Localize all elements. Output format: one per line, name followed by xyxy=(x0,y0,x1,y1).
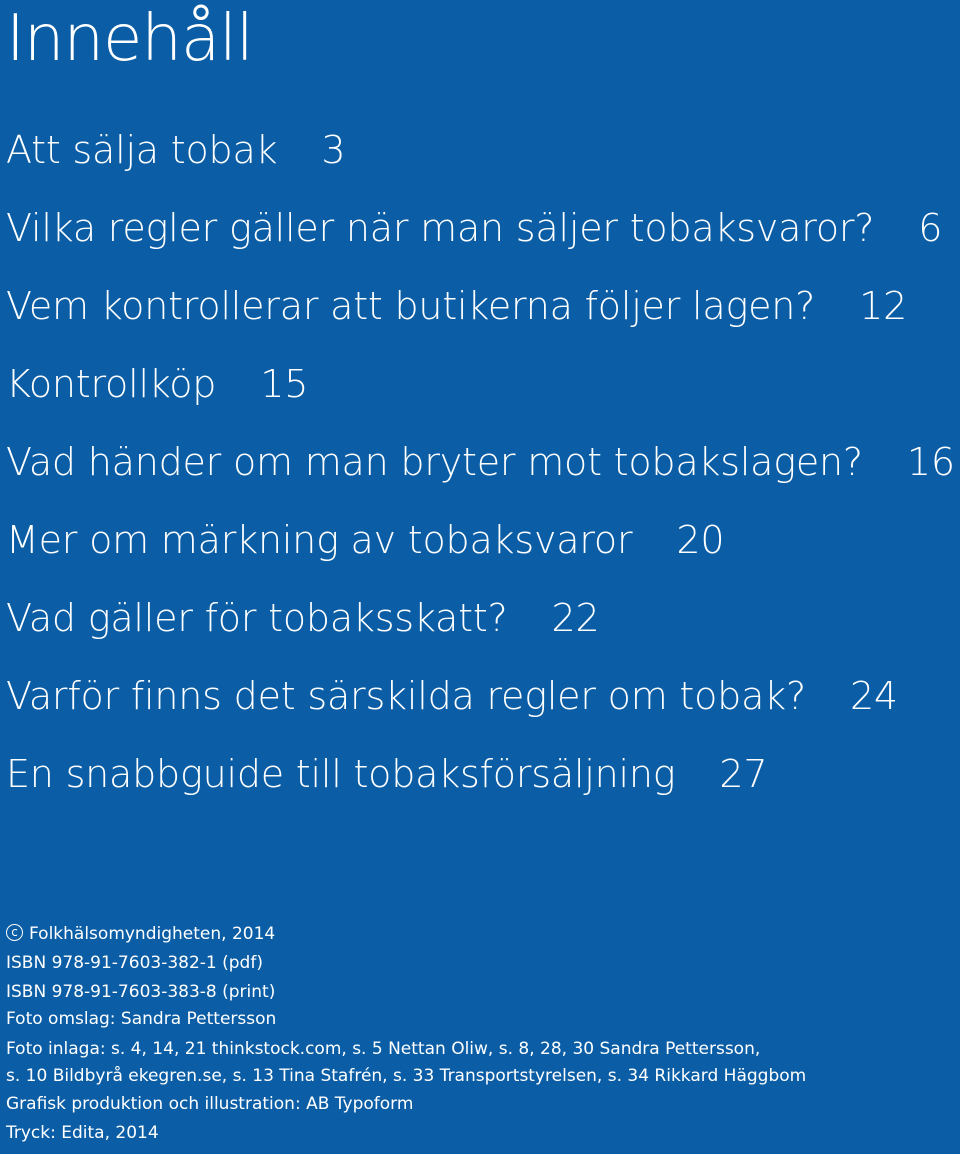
toc-item-page: 15 xyxy=(260,362,309,406)
toc-item-label: En snabbguide till tobaksförsäljning xyxy=(6,752,676,796)
page-title: Innehåll xyxy=(6,2,253,76)
toc-item-label: Att sälja tobak xyxy=(6,128,278,172)
toc-item-label: Vem kontrollerar att butikerna följer lagen? xyxy=(6,284,816,328)
toc-item[interactable] xyxy=(6,206,942,250)
toc-item-label: Kontrollköp xyxy=(6,362,217,406)
toc-item-page: 20 xyxy=(676,518,725,562)
copyright-text: Folkhälsomyndigheten, 2014 xyxy=(29,924,276,944)
copyright-line xyxy=(6,922,275,946)
toc-item-page: 22 xyxy=(551,596,600,640)
copyright-icon xyxy=(6,924,23,941)
toc-item-label: Varför finns det särskilda regler om tobak? xyxy=(6,674,806,718)
isbn-pdf: ISBN 978-91-7603-382-1 (pdf) xyxy=(6,953,263,973)
toc-item-page: 3 xyxy=(321,128,346,172)
toc-item[interactable] xyxy=(6,440,955,484)
cover-photo-credit: Foto omslag: Sandra Pettersson xyxy=(6,1009,277,1029)
toc-item-label: Vad händer om man bryter mot tobakslagen? xyxy=(6,440,863,484)
isbn-print: ISBN 978-91-7603-383-8 (print) xyxy=(6,982,276,1002)
photo-credits-line-2: s. 10 Bildbyrå ekegren.se, s. 13 Tina Stafrén, s. 33 Transportstyrelsen, s. 34 Rikkard Häggbom xyxy=(6,1066,807,1086)
toc-item[interactable] xyxy=(6,596,599,640)
photo-credits-line-1: Foto inlaga: s. 4, 14, 21 thinkstock.com, s. 5 Nettan Oliw, s. 8, 28, 30 Sandra Pettersson, xyxy=(6,1039,761,1059)
toc-item[interactable] xyxy=(6,752,767,796)
toc-item[interactable] xyxy=(6,362,308,406)
toc-item-page: 6 xyxy=(918,206,943,250)
toc-item-page: 24 xyxy=(849,674,898,718)
toc-item-page: 27 xyxy=(719,752,768,796)
production-credit: Grafisk produktion och illustration: AB Typoform xyxy=(6,1094,414,1114)
toc-item-label: Vilka regler gäller när man säljer tobaksvaror? xyxy=(6,206,875,250)
print-credit: Tryck: Edita, 2014 xyxy=(6,1123,159,1143)
toc-item[interactable] xyxy=(6,284,907,328)
toc-item-label: Mer om märkning av tobaksvaror xyxy=(6,518,633,562)
toc-item[interactable] xyxy=(6,518,724,562)
toc-item[interactable] xyxy=(6,674,898,718)
toc-item-page: 16 xyxy=(906,440,955,484)
toc-item-page: 12 xyxy=(859,284,908,328)
toc-item[interactable] xyxy=(6,128,345,172)
toc-item-label: Vad gäller för tobaksskatt? xyxy=(6,596,508,640)
